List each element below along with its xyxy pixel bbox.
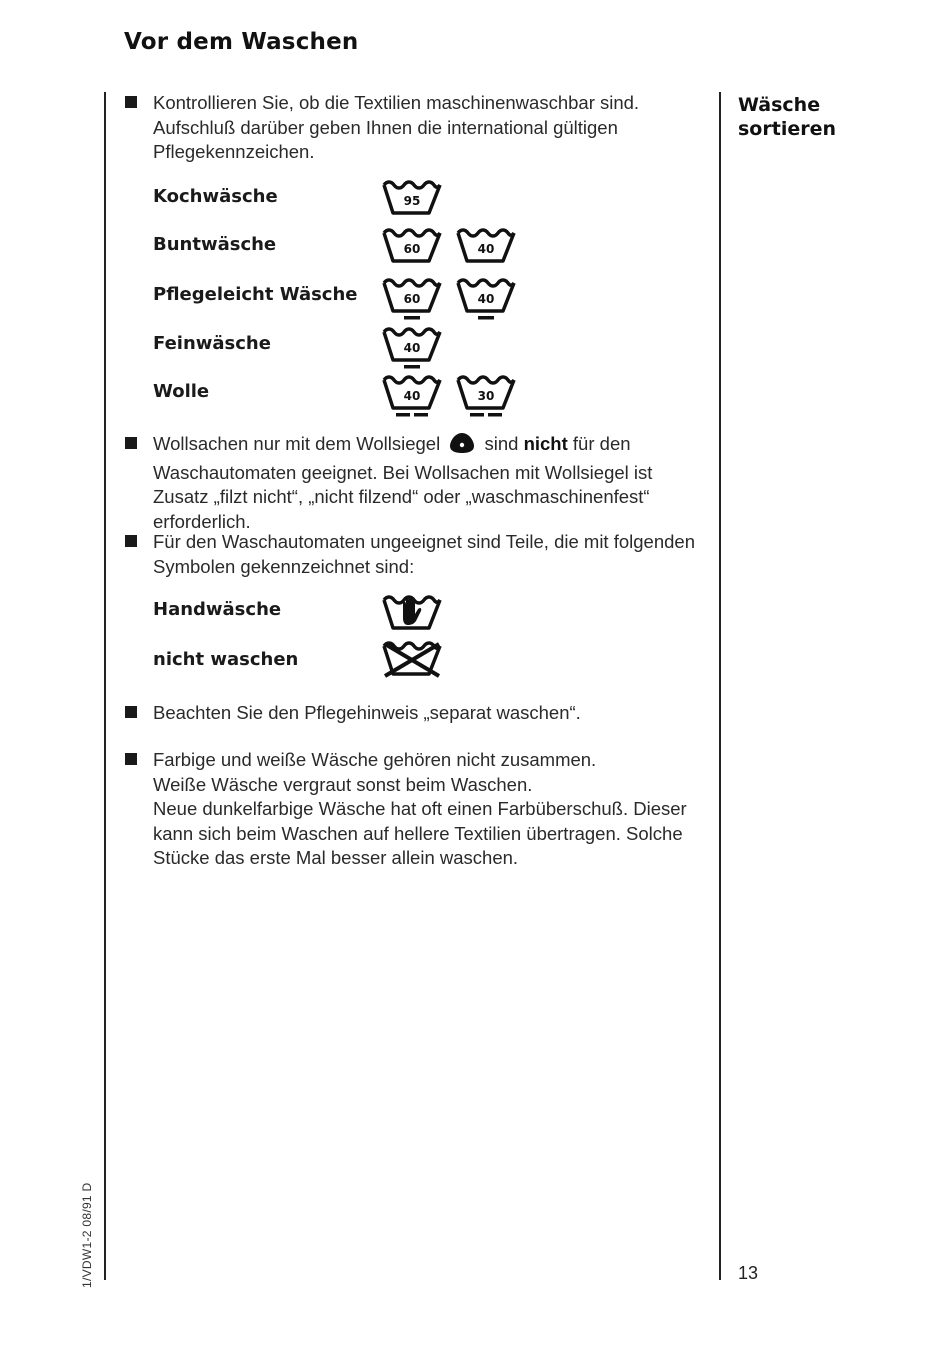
bullet-icon: [125, 437, 137, 449]
wash-temp: 30: [477, 389, 495, 403]
wash-tub-one-bar-icon: [381, 275, 443, 325]
wool-text-part3: für den Waschautomaten geeignet. Bei Wollsachen mit Wollsiegel ist Zusatz „filzt nicht“, „nicht filzend“ oder „waschmaschinenfest“ erforderlich.: [153, 433, 653, 532]
wash-tub-icon: [381, 177, 443, 221]
bullet-icon: [125, 753, 137, 765]
colors-paragraph: [153, 748, 705, 871]
do-not-wash-icon: [381, 640, 443, 682]
wash-temp: 40: [477, 242, 495, 256]
wash-tub-one-bar-icon: [455, 275, 517, 325]
colors-line3: Neue dunkelfarbige Wäsche hat oft einen Farbüberschuß. Dieser kann sich beim Waschen auf hellere Textilien übertragen. Solche Stücke das erste Mal besser allein waschen.: [153, 798, 687, 868]
separate-wash-paragraph: [153, 701, 705, 726]
wool-text-bold: nicht: [523, 433, 568, 454]
wash-temp: 40: [403, 389, 421, 403]
footer-code: 1/VDW1-2 08/91 D: [80, 1182, 94, 1288]
left-margin-rule: [104, 92, 106, 1280]
wool-text-part1: Wollsachen nur mit dem Wollsiegel: [153, 433, 441, 454]
right-margin-rule: [719, 92, 721, 1280]
colors-line1: Farbige und weiße Wäsche gehören nicht zusammen.: [153, 749, 597, 770]
bullet-icon: [125, 96, 137, 108]
care-label: Feinwäsche: [153, 333, 271, 354]
care-label: nicht waschen: [153, 649, 299, 670]
care-label: Buntwäsche: [153, 234, 277, 255]
page-title: Vor dem Waschen: [124, 29, 359, 55]
care-label: Kochwäsche: [153, 186, 278, 207]
wash-temp: 40: [403, 341, 421, 355]
wash-tub-icon: [455, 225, 517, 269]
intro-text: Kontrollieren Sie, ob die Textilien maschinenwaschbar sind. Aufschluß darüber geben Ihnen die international gültigen Pflegekennzeichen.: [153, 92, 640, 162]
side-heading: [738, 93, 836, 141]
wash-tub-one-bar-icon: [381, 324, 443, 374]
hand-wash-icon: [381, 590, 443, 636]
intro-paragraph: [153, 91, 705, 165]
wash-temp: 60: [403, 292, 421, 306]
separate-text: Beachten Sie den Pflegehinweis „separat waschen“.: [153, 702, 581, 723]
wash-temp: 95: [403, 194, 421, 208]
unsuitable-paragraph: [153, 530, 705, 579]
wash-temp: 60: [403, 242, 421, 256]
wool-paragraph: [153, 432, 705, 534]
care-label: Pflegeleicht Wäsche: [153, 284, 358, 305]
care-label: Wolle: [153, 381, 210, 402]
wash-tub-two-bars-icon: [381, 372, 443, 422]
unsuitable-text: Für den Waschautomaten ungeeignet sind Teile, die mit folgenden Symbolen gekennzeichnet sind:: [153, 531, 695, 577]
colors-line2: Weiße Wäsche vergraut sonst beim Waschen.: [153, 773, 533, 795]
wash-tub-icon: [381, 225, 443, 269]
wash-temp: 40: [477, 292, 495, 306]
woolmark-seal-icon: [449, 432, 475, 461]
wash-tub-two-bars-icon: [455, 372, 517, 422]
side-heading-line1: Wäsche: [738, 94, 821, 116]
care-label: Handwäsche: [153, 599, 282, 620]
bullet-icon: [125, 706, 137, 718]
side-heading-line2: sortieren: [738, 118, 836, 140]
bullet-icon: [125, 535, 137, 547]
wool-text-part2: sind: [479, 433, 524, 454]
page-number: 13: [738, 1263, 759, 1283]
